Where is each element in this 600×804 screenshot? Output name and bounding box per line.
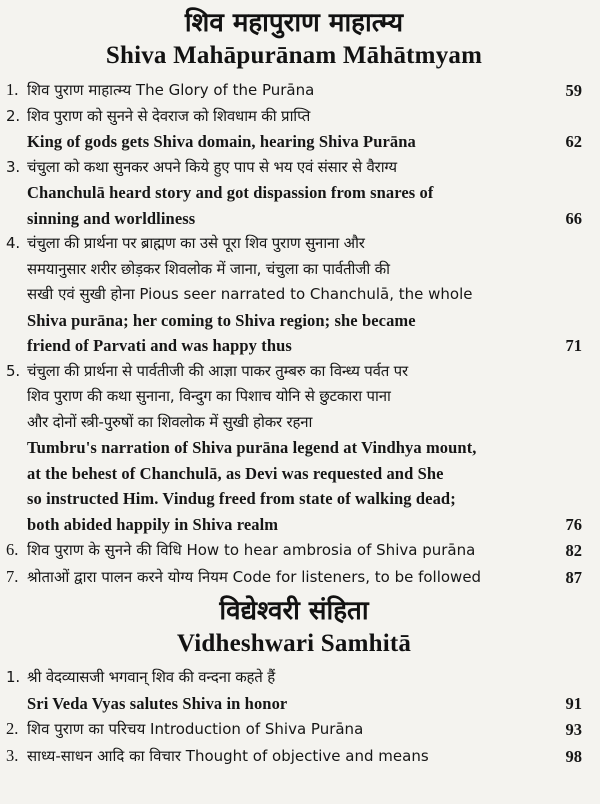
entry-page-number: 87 [565, 567, 582, 587]
entry-line-text: शिव पुराण को सुनने से देवराज को शिवधाम की प्राप्ति [27, 106, 311, 125]
entry-line-text: सखी एवं सुखी होना Pious seer narrated to Chanchulā, the whole [27, 285, 473, 303]
entry-line-text: श्री वेदव्यासजी भगवान् शिव की वन्दना कहते हैं [27, 668, 275, 686]
entry-line-text: Sri Veda Vyas salutes Shiva in honor [27, 693, 288, 713]
section-1-header [6, 6, 582, 71]
entry-number: 2. [6, 719, 19, 738]
entry-number: 3. [6, 745, 19, 765]
entry-number: 1. [6, 668, 20, 686]
entry-number: 4. [6, 234, 20, 252]
entry-page-number: 76 [565, 514, 582, 534]
entry-line-text: at the behest of Chanchulā, as Devi was requested and She [27, 463, 444, 483]
entry-page-number: 93 [565, 720, 582, 739]
toc-entry [6, 716, 582, 743]
entry-line-text: चंचुला की प्रार्थना से पार्वतीजी की आज्ञा पाकर तुम्बरु का विन्ध्य पर्वत पर [27, 361, 408, 380]
section-2-entries [6, 665, 582, 769]
entry-line-text: both abided happily in Shiva realm [27, 514, 279, 534]
entry-number: 7. [6, 566, 19, 586]
toc-entry [6, 743, 582, 770]
entry-line-text: शिव पुराण माहात्म्य The Glory of the Purāna [27, 81, 315, 99]
entry-number: 3. [6, 157, 20, 176]
entry-number: 5. [6, 361, 20, 380]
entry-line-text: और दोनों स्त्री-पुरुषों का शिवलोक में सुखी होकर रहना [27, 412, 313, 431]
entry-line-text: Tumbru's narration of Shiva purāna legend at Vindhya mount, [27, 438, 477, 457]
entry-number: 1. [6, 80, 19, 99]
toc-entry [6, 231, 582, 359]
entry-page-number: 98 [565, 746, 582, 766]
entry-page-number: 82 [565, 541, 582, 560]
entry-line-text: friend of Parvati and was happy thus [27, 336, 292, 355]
toc-entry [6, 104, 582, 155]
toc-entry [6, 564, 582, 591]
section-2-header [6, 594, 582, 659]
entry-line-text: साध्य-साधन आदि का विचार Thought of objective and means [27, 746, 429, 765]
entry-line-text: चंचुला की प्रार्थना पर ब्राह्मण का उसे पूरा शिव पुराण सुनाना और [27, 234, 365, 252]
entry-line-text: शिव पुराण का परिचय Introduction of Shiva Purāna [27, 720, 364, 738]
entry-line-text: sinning and worldliness [27, 208, 196, 228]
entry-line-text: Shiva purāna; her coming to Shiva region; she became [27, 310, 416, 330]
entry-page-number: 71 [565, 336, 582, 355]
entry-page-number: 62 [565, 132, 582, 151]
entry-line-text: शिव पुराण के सुनने की विधि How to hear ambrosia of Shiva purāna [27, 541, 476, 559]
entry-page-number: 59 [565, 81, 582, 100]
entry-page-number: 66 [565, 208, 582, 228]
entry-line-text: Chanchulā heard story and got dispassion from snares of [27, 183, 434, 202]
entry-line-text: शिव पुराण की कथा सुनाना, विन्दुग का पिशाच योनि से छुटकारा पाना [27, 387, 391, 405]
entry-line-text: श्रोताओं द्वारा पालन करने योग्य नियम Code for listeners, to be followed [27, 567, 482, 586]
section-1-title-english: Shiva Mahāpurānam Māhātmyam [105, 42, 483, 69]
entry-number: 2. [6, 106, 20, 125]
toc-entry [6, 665, 582, 716]
section-2-title-english: Vidheshwari Samhitā [176, 630, 412, 657]
entry-page-number: 91 [565, 693, 582, 713]
entry-line-text: चंचुला को कथा सुनकर अपने किये हुए पाप से भय एवं संसार से वैराग्य [27, 157, 397, 176]
section-1-entries [6, 77, 582, 590]
entry-number: 6. [6, 540, 19, 559]
toc-entry [6, 155, 582, 232]
entry-line-text: King of gods gets Shiva domain, hearing Shiva Purāna [27, 132, 416, 151]
entry-line-text: so instructed Him. Vindug freed from state of walking dead; [27, 489, 456, 508]
toc-entry [6, 537, 582, 564]
section-2-title-hindi: विद्येश्वरी संहिता [219, 596, 369, 626]
entry-line-text: समयानुसार शरीर छोड़कर शिवलोक में जाना, चंचुला का पार्वतीजी की [27, 259, 390, 278]
toc-entry [6, 77, 582, 104]
section-1-title-hindi: शिव महापुराण माहात्म्य [184, 8, 404, 38]
toc-entry [6, 359, 582, 538]
